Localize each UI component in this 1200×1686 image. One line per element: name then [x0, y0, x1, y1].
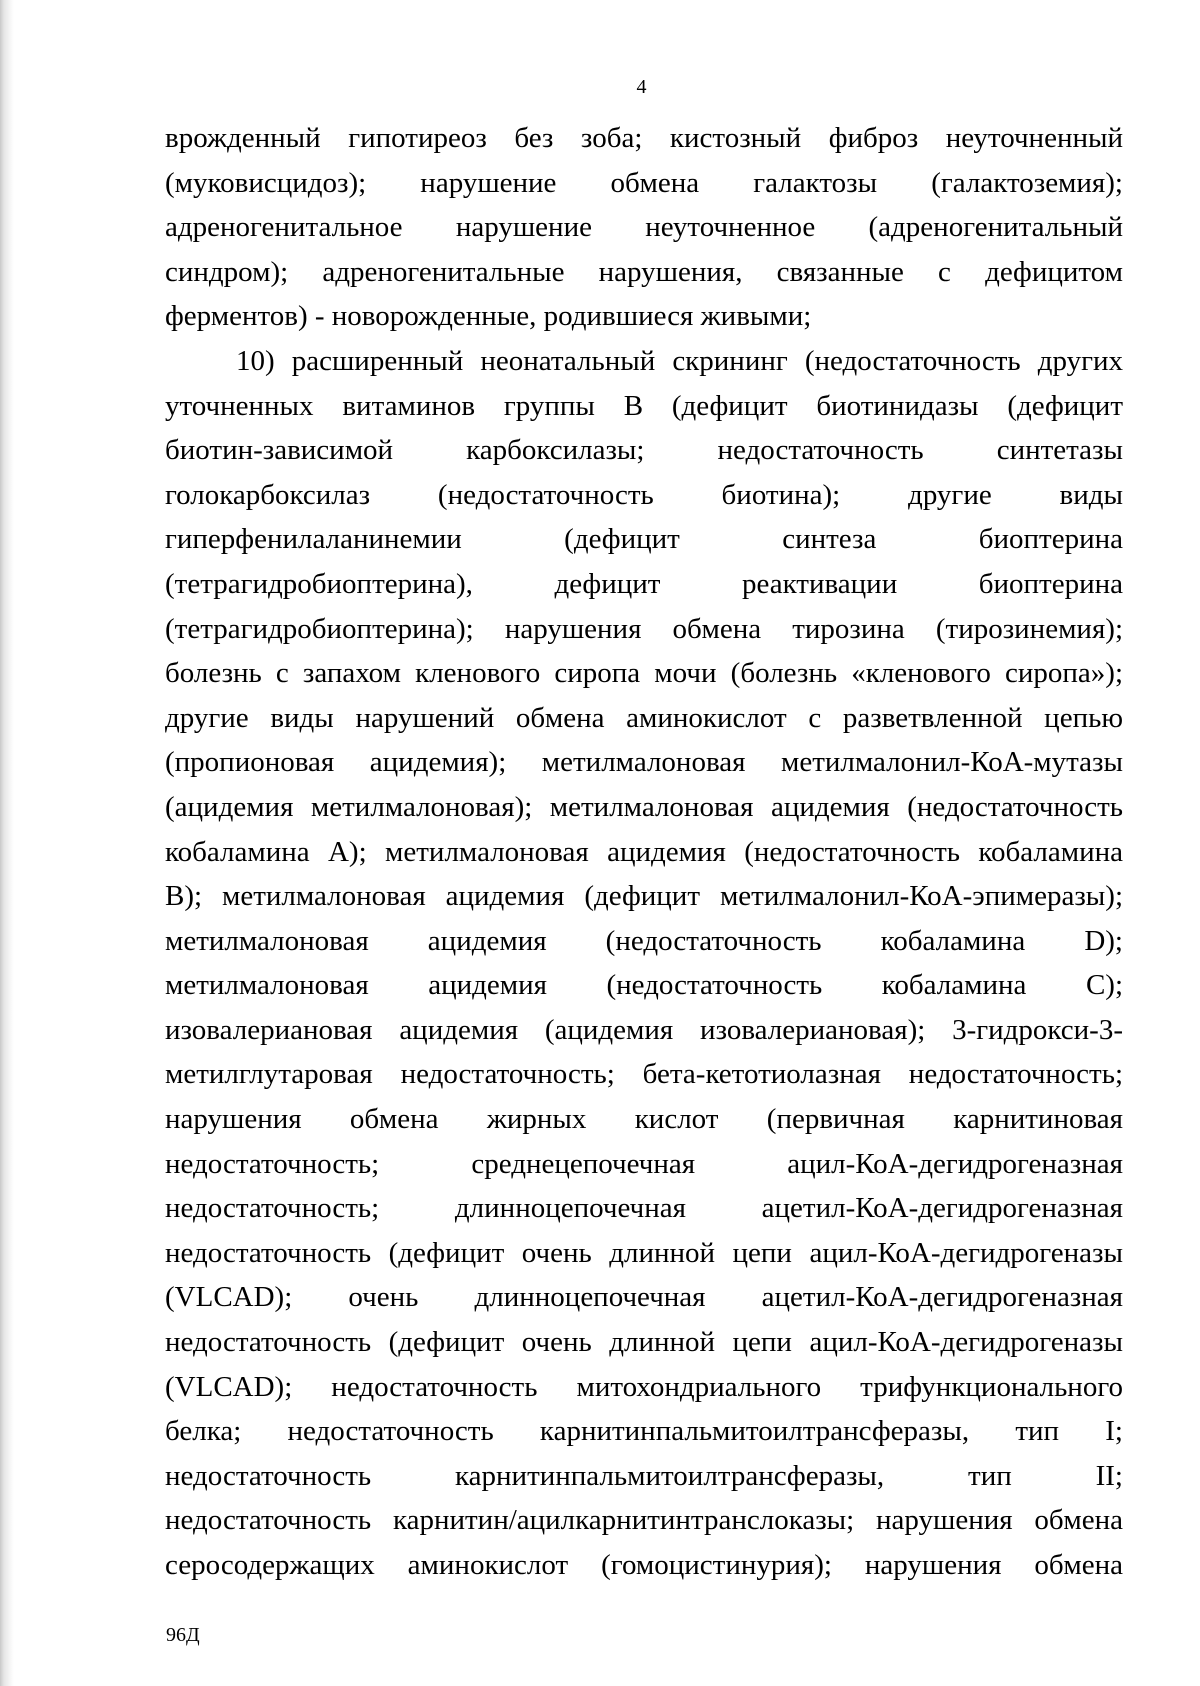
body-text [165, 116, 1123, 1588]
page-number: 4 [636, 76, 647, 98]
text-line: недостаточность (дефицит очень длинной цепи ацил-КоА-дегидрогеназы [165, 1326, 1123, 1359]
text-line: болезнь с запахом кленового сиропа мочи (болезнь «кленового сиропа»); [165, 657, 1123, 690]
text-line: недостаточность карнитинпальмитоилтрансферазы, тип II; [165, 1459, 1123, 1492]
text-line: B); метилмалоновая ацидемия (дефицит метилмалонил-КоА-эпимеразы); [165, 880, 1123, 913]
text-line: недостаточность; среднецепочечная ацил-КоА-дегидрогеназная [165, 1147, 1123, 1180]
text-line: уточненных витаминов группы B (дефицит биотинидазы (дефицит [165, 389, 1123, 422]
text-line: нарушения обмена жирных кислот (первичная карнитиновая [165, 1103, 1123, 1136]
text-line: (тетрагидробиоптерина), дефицит реактивации биоптерина [165, 567, 1123, 600]
text-line: изовалериановая ацидемия (ацидемия изовалериановая); 3-гидрокси-3- [165, 1013, 1123, 1046]
paragraph-first-line: 10) расширенный неонатальный скрининг (недостаточность других [236, 344, 1123, 377]
text-line: (VLCAD); недостаточность митохондриального трифункционального [165, 1370, 1123, 1403]
text-line: (пропионовая ацидемия); метилмалоновая метилмалонил-КоА-мутазы [165, 746, 1123, 779]
text-line: адреногенитальное нарушение неуточненное (адреногенитальный [165, 211, 1123, 244]
text-line: голокарбоксилаз (недостаточность биотина); другие виды [165, 478, 1123, 511]
text-line: недостаточность карнитин/ацилкарнитинтранслоказы; нарушения обмена [165, 1504, 1123, 1537]
text-line: недостаточность (дефицит очень длинной цепи ацил-КоА-дегидрогеназы [165, 1236, 1123, 1269]
text-line: синдром); адреногенитальные нарушения, связанные с дефицитом [165, 255, 1123, 288]
text-line: метилмалоновая ацидемия (недостаточность кобаламина C); [165, 969, 1123, 1002]
scan-edge-shadow [0, 0, 14, 1686]
text-line: (тетрагидробиоптерина); нарушения обмена тирозина (тирозинемия); [165, 612, 1123, 645]
text-line: серосодержащих аминокислот (гомоцистинурия); нарушения обмена [165, 1549, 1123, 1581]
text-line: (ацидемия метилмалоновая); метилмалоновая ацидемия (недостаточность [165, 790, 1123, 823]
text-line: (VLCAD); очень длинноцепочечная ацетил-КоА-дегидрогеназная [165, 1281, 1123, 1314]
text-line: врожденный гипотиреоз без зоба; кистозный фиброз неуточненный [165, 122, 1123, 154]
text-line: кобаламина A); метилмалоновая ацидемия (недостаточность кобаламина [165, 835, 1123, 868]
footer-code: 96Д [166, 1624, 200, 1646]
text-line: биотин-зависимой карбоксилазы; недостаточность синтетазы [165, 434, 1123, 467]
text-line: другие виды нарушений обмена аминокислот с разветвленной цепью [165, 701, 1123, 734]
text-line: ферментов) - новорожденные, родившиеся живыми; [165, 300, 812, 333]
text-line: (муковисцидоз); нарушение обмена галактозы (галактоземия); [165, 166, 1123, 199]
text-line: белка; недостаточность карнитинпальмитоилтрансферазы, тип I; [165, 1415, 1123, 1448]
text-line: метилмалоновая ацидемия (недостаточность кобаламина D); [165, 924, 1123, 957]
text-line: метилглутаровая недостаточность; бета-кетотиолазная недостаточность; [165, 1058, 1123, 1091]
text-line: недостаточность; длинноцепочечная ацетил-КоА-дегидрогеназная [165, 1192, 1123, 1225]
text-line: гиперфенилаланинемии (дефицит синтеза биоптерина [165, 523, 1123, 556]
